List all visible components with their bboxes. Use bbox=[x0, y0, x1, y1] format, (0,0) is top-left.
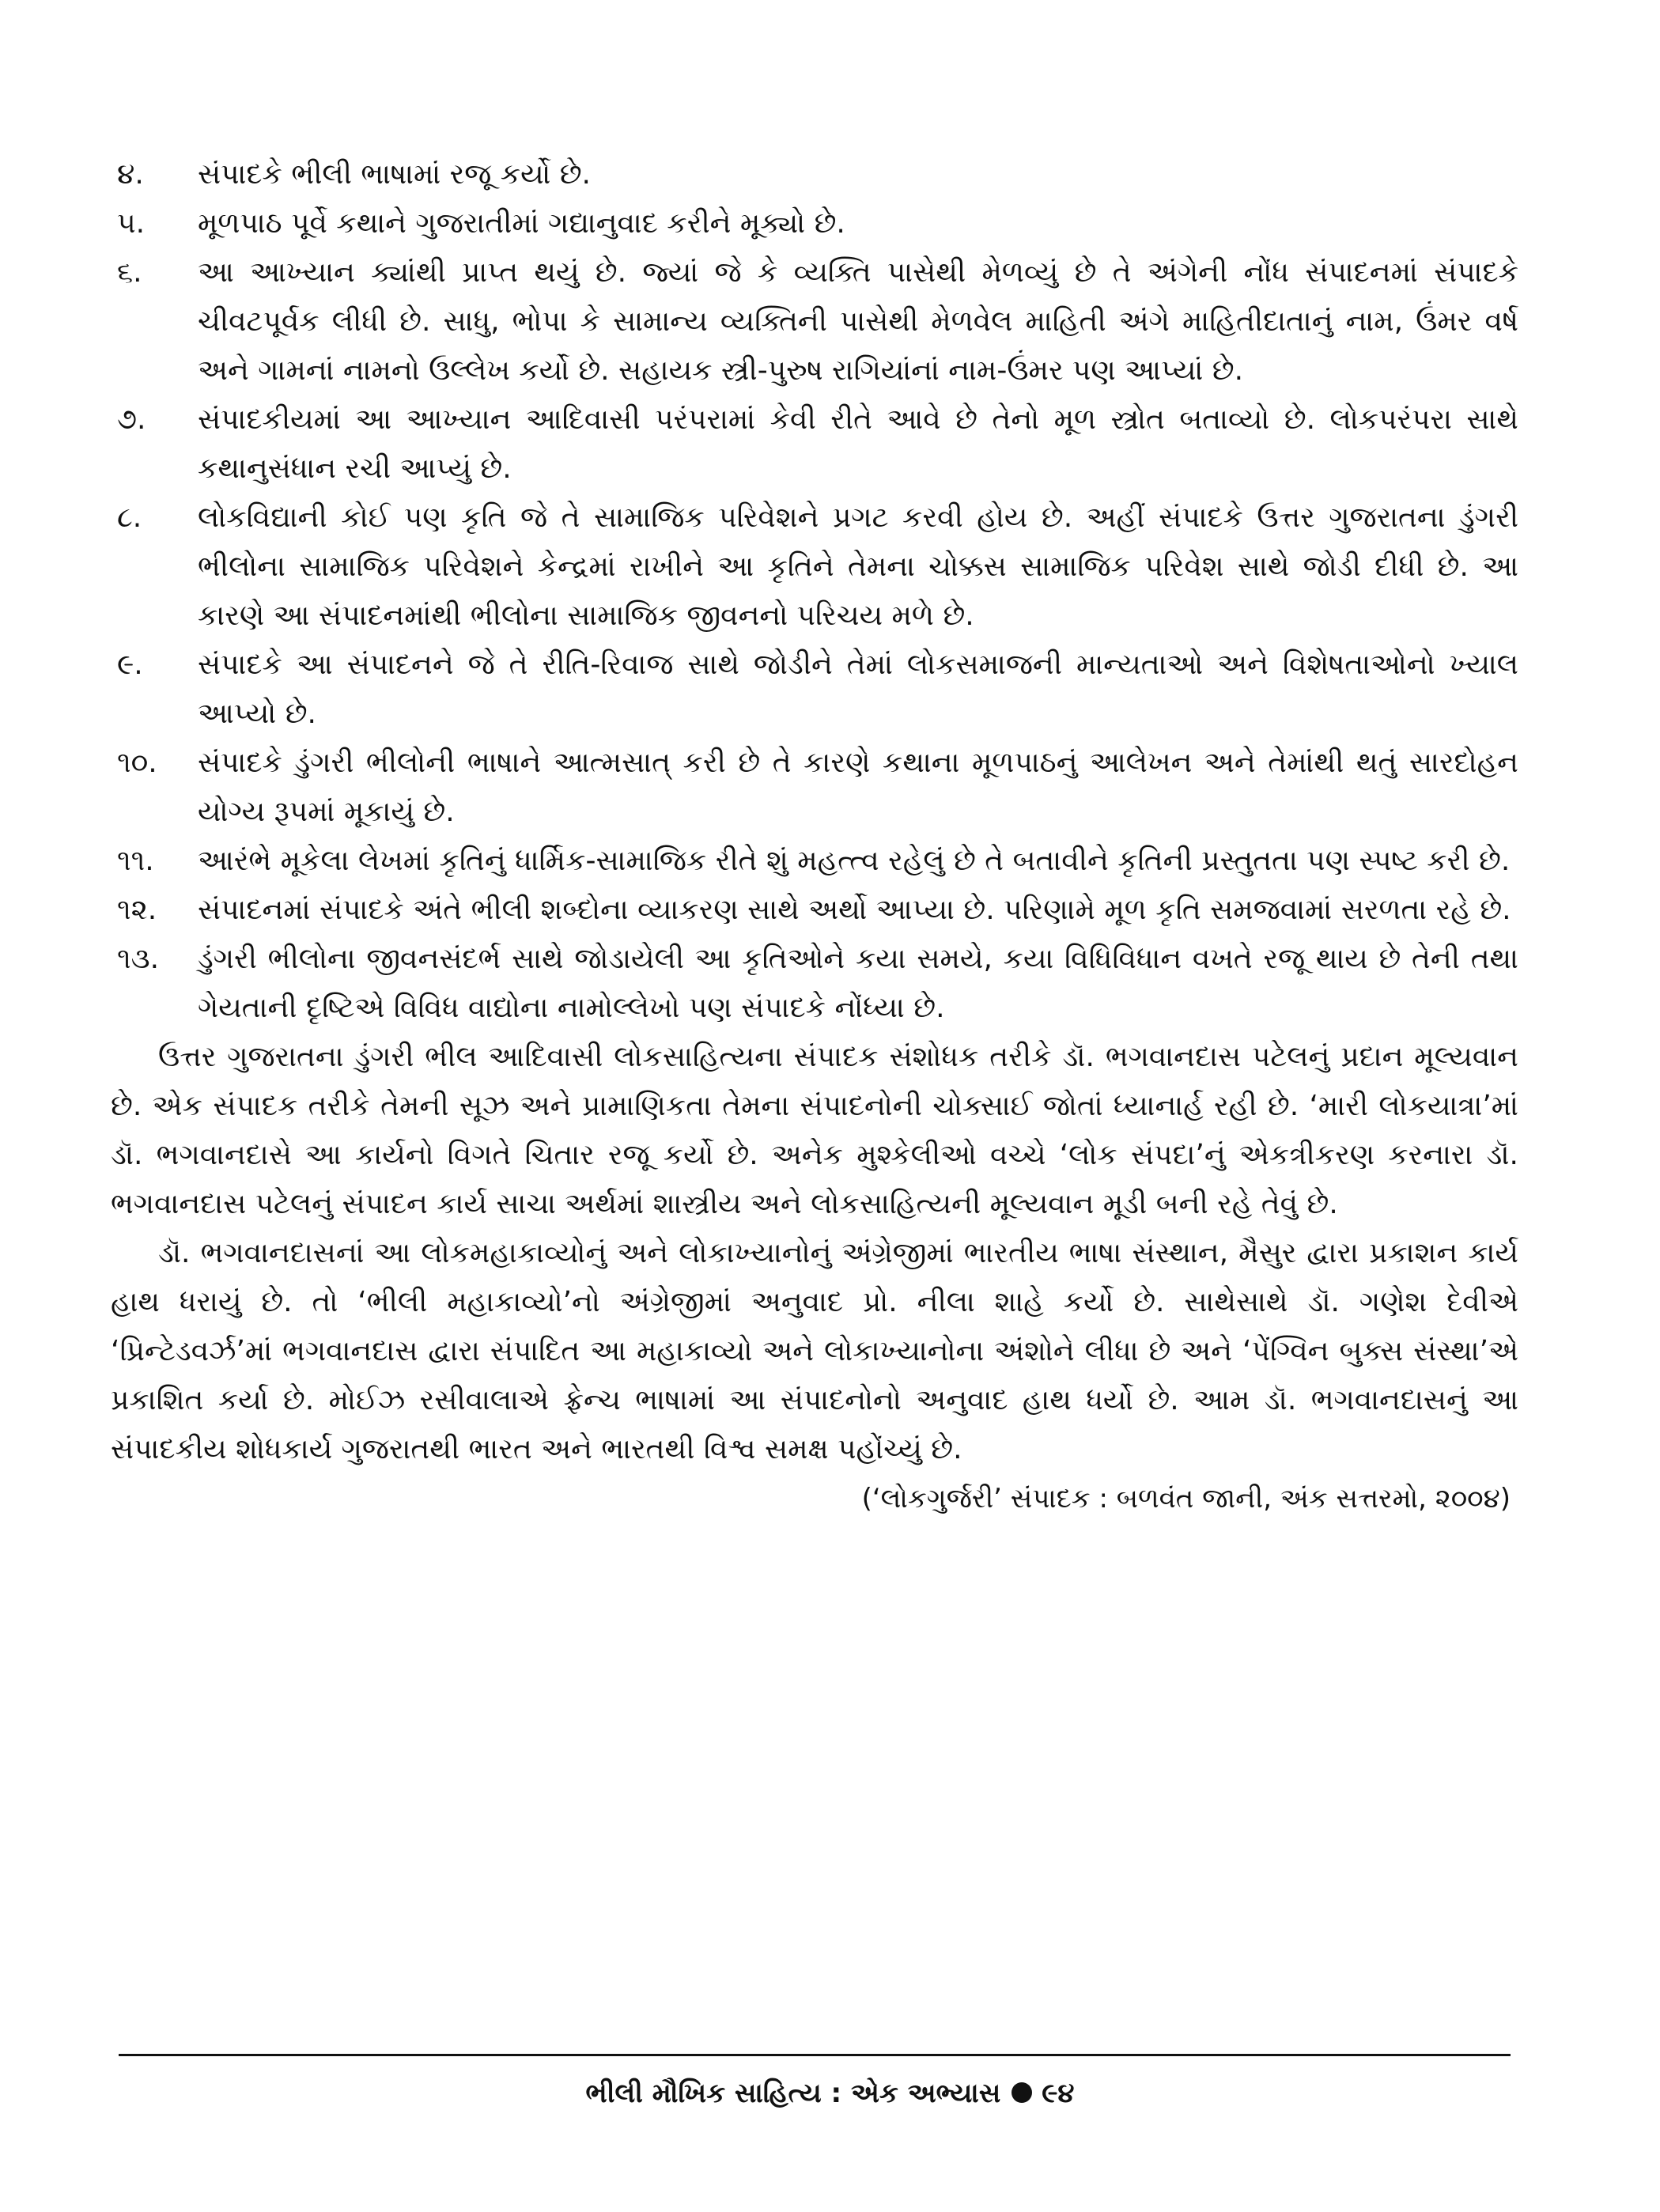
footer-book-title: ભીલી મૌખિક સાહિત્ય : એક અભ્યાસ bbox=[585, 2078, 1001, 2109]
list-item-text: ડુંગરી ભીલોના જીવનસંદર્ભ સાથે જોડાયેલી આ કૃતિઓને કયા સમયે, કયા વિધિવિધાન વખતે રજૂ થાય છે તેની તથા ગેયતાની દૃષ્ટિએ વિવિધ વાદ્યોના નામોલ્લેખો પણ સંપાદકે નોંધ્યા છે. bbox=[198, 943, 1518, 1024]
list-item bbox=[111, 641, 1518, 739]
numbered-list bbox=[111, 150, 1518, 1033]
list-item-number: ૧૦. bbox=[117, 747, 157, 779]
citation: (‘લોકગુર્જરી’ સંપાદક : બળવંત જાની, અંક સત્તરમો, ૨૦૦૪) bbox=[861, 1483, 1511, 1514]
body-paragraph: ઉત્તર ગુજરાતના ડુંગરી ભીલ આદિવાસી લોકસાહિત્યના સંપાદક સંશોધક તરીકે ડૉ. ભગવાનદાસ પટેલનું પ્રદાન મૂલ્યવાન છે. એક સંપાદક તરીકે તેમની સૂઝ અને પ્રામાણિકતા તેમના સંપાદનોની ચોક્સાઈ જોતાં ધ્યાનાર્હ રહી છે. ‘મારી લોકયાત્રા’માં ડૉ. ભગવાનદાસે આ કાર્યનો વિગતે ચિતાર રજૂ કર્યો છે. અનેક મુશ્કેલીઓ વચ્ચે ‘લોક સંપદા’નું એકત્રીકરણ કરનારા ડૉ. ભગવાનદાસ પટેલનું સંપાદન કાર્ય સાચા અર્થમાં શાસ્ત્રીય અને લોકસાહિત્યની મૂલ્યવાન મૂડી બની રહે તેવું છે. bbox=[111, 1041, 1518, 1220]
list-item-number: ૯. bbox=[117, 648, 143, 681]
bullet-icon bbox=[1012, 2082, 1032, 2103]
list-item-number: ૭. bbox=[117, 403, 146, 436]
list-item-text: સંપાદકે ડુંગરી ભીલોની ભાષાને આત્મસાત્ કરી છે તે કારણે કથાના મૂળપાઠનું આલેખન અને તેમાંથી થતું સારદોહન યોગ્ય રૂપમાં મૂકાયું છે. bbox=[198, 747, 1518, 828]
list-item-text: આ આખ્યાન ક્યાંથી પ્રાપ્ત થયું છે. જ્યાં જે કે વ્યક્તિ પાસેથી મેળવ્યું છે તે અંગેની નોંધ સંપાદનમાં સંપાદકે ચીવટપૂર્વક લીધી છે. સાધુ, ભોપા કે સામાન્ય વ્યક્તિની પાસેથી મેળવેલ માહિતી અંગે માહિતીદાતાનું નામ, ઉંમર વર્ષ અને ગામનાં નામનો ઉલ્લેખ કર્યો છે. સહાયક સ્ત્રી-પુરુષ રાગિયાંનાં નામ-ઉંમર પણ આપ્યાં છે. bbox=[198, 256, 1518, 387]
list-item-number: ૪. bbox=[117, 158, 144, 191]
list-item-number: ૮. bbox=[117, 501, 142, 534]
list-item bbox=[111, 150, 1518, 199]
list-item bbox=[111, 199, 1518, 248]
list-item-text: આરંભે મૂકેલા લેખમાં કૃતિનું ધાર્મિક-સામાજિક રીતે શું મહત્ત્વ રહેલું છે તે બતાવીને કૃતિની પ્રસ્તુતતા પણ સ્પષ્ટ કરી છે. bbox=[198, 845, 1511, 877]
list-item-text: લોકવિદ્યાની કોઈ પણ કૃતિ જે તે સામાજિક પરિવેશને પ્રગટ કરવી હોય છે. અહીં સંપાદકે ઉત્તર ગુજરાતના ડુંગરી ભીલોના સામાજિક પરિવેશને કેન્દ્રમાં રાખીને આ કૃતિને તેમના ચોક્કસ સામાજિક પરિવેશ સાથે જોડી દીધી છે. આ કારણે આ સંપાદનમાંથી ભીલોના સામાજિક જીવનનો પરિચય મળે છે. bbox=[198, 501, 1518, 632]
page-body bbox=[111, 150, 1518, 1523]
list-item-text: સંપાદનમાં સંપાદકે અંતે ભીલી શબ્દોના વ્યાકરણ સાથે અર્થો આપ્યા છે. પરિણામે મૂળ કૃતિ સમજવામાં સરળતા રહે છે. bbox=[198, 894, 1511, 926]
list-item-text: મૂળપાઠ પૂર્વે કથાને ગુજરાતીમાં ગદ્યાનુવાદ કરીને મૂક્યો છે. bbox=[198, 207, 845, 240]
list-item bbox=[111, 248, 1518, 395]
list-item-number: ૧૨. bbox=[117, 894, 157, 926]
list-item-number: ૧૧. bbox=[117, 845, 154, 877]
page-number: ૯૪ bbox=[1042, 2078, 1075, 2109]
list-item bbox=[111, 493, 1518, 641]
list-item-text: સંપાદકે આ સંપાદનને જે તે રીતિ-રિવાજ સાથે જોડીને તેમાં લોકસમાજની માન્યતાઓ અને વિશેષતાઓનો ખ્યાલ આપ્યો છે. bbox=[198, 648, 1518, 730]
list-item-number: ૧૩. bbox=[117, 943, 160, 975]
list-item bbox=[111, 886, 1518, 935]
page-footer bbox=[0, 2074, 1660, 2113]
list-item-text: સંપાદકે ભીલી ભાષામાં રજૂ કર્યો છે. bbox=[198, 158, 591, 191]
list-item bbox=[111, 395, 1518, 493]
list-item bbox=[111, 837, 1518, 886]
list-item bbox=[111, 935, 1518, 1033]
footer-divider bbox=[119, 2054, 1511, 2056]
body-paragraph: ડૉ. ભગવાનદાસનાં આ લોકમહાકાવ્યોનું અને લોકાખ્યાનોનું અંગ્રેજીમાં ભારતીય ભાષા સંસ્થાન, મૈસુર દ્વારા પ્રકાશન કાર્ય હાથ ધરાયું છે. તો ‘ભીલી મહાકાવ્યો’નો અંગ્રેજીમાં અનુવાદ પ્રો. નીલા શાહે કર્યો છે. સાથેસાથે ડૉ. ગણેશ દેવીએ ‘પ્રિન્ટેડવર્ઝ’માં ભગવાનદાસ દ્વારા સંપાદિત આ મહાકાવ્યો અને લોકાખ્યાનોના અંશોને લીધા છે અને ‘પેંગ્વિન બુક્સ સંસ્થા’એ પ્રકાશિત કર્યા છે. મોઈઝ રસીવાલાએ ફ્રેન્ચ ભાષામાં આ સંપાદનોનો અનુવાદ હાથ ધર્યો છે. આમ ડૉ. ભગવાનદાસનું આ સંપાદકીય શોધકાર્ય ગુજરાતથી ભારત અને ભારતથી વિશ્વ સમક્ષ પહોંચ્યું છે. bbox=[111, 1237, 1518, 1465]
list-item-text: સંપાદકીયમાં આ આખ્યાન આદિવાસી પરંપરામાં કેવી રીતે આવે છે તેનો મૂળ સ્ત્રોત બતાવ્યો છે. લોકપરંપરા સાથે કથાનુસંધાન રચી આપ્યું છે. bbox=[198, 403, 1518, 485]
list-item-number: ૬. bbox=[117, 256, 142, 289]
list-item bbox=[111, 739, 1518, 837]
list-item-number: ૫. bbox=[117, 207, 146, 240]
